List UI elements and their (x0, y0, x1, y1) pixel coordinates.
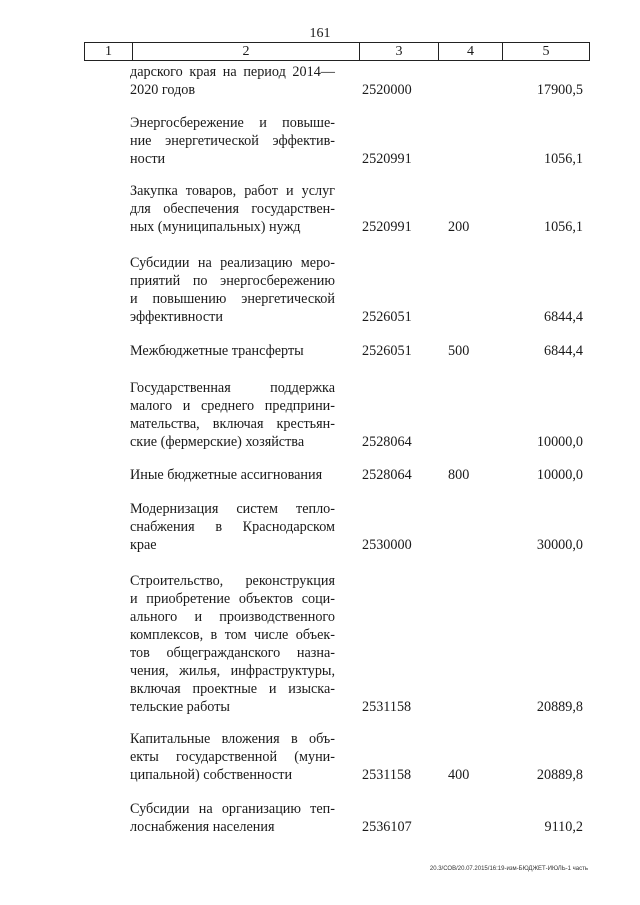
row-description (130, 730, 335, 784)
description-line: Иные бюджетные ассигнования (130, 467, 323, 483)
description-line: ципальной) собственности (130, 767, 293, 783)
description-line: и приобретение объектов соци- (130, 591, 335, 607)
description-line: эффективности (130, 309, 223, 325)
row-amount: 1056,1 (543, 151, 583, 167)
description-line: Межбюджетные трансферты (130, 343, 304, 359)
row-description (130, 800, 335, 836)
description-line: Строительство, реконструкция (130, 573, 335, 589)
row-code: 2536107 (362, 819, 412, 835)
description-line: и повышению энергетической (130, 291, 335, 307)
row-description (130, 254, 335, 326)
description-line: для обеспечения государствен- (130, 201, 335, 217)
row-code: 2531158 (362, 767, 412, 783)
row-code: 2520000 (362, 82, 412, 98)
description-line: ские (фермерские) хозяйства (130, 434, 305, 450)
description-line: приятий по энергосбережению (130, 273, 335, 289)
header-col-2: 2 (132, 43, 359, 60)
row-expense-type: 400 (448, 767, 470, 783)
row-description (130, 63, 335, 99)
description-line: Государственная поддержка (130, 380, 335, 396)
row-code: 2520991 (362, 151, 412, 167)
row-description (130, 466, 335, 484)
description-line: тов общегражданского назна- (130, 645, 335, 661)
row-amount: 20889,8 (536, 767, 583, 783)
row-amount: 6844,4 (543, 343, 583, 359)
row-amount: 10000,0 (536, 434, 583, 450)
description-line: Модернизация систем тепло- (130, 501, 335, 517)
description-line: ных (муниципальных) нужд (130, 219, 301, 235)
row-amount: 20889,8 (536, 699, 583, 715)
header-col-5: 5 (502, 43, 589, 60)
description-line: 2020 годов (130, 82, 196, 98)
description-line: Субсидии на реализацию меро- (130, 255, 335, 271)
description-line: крае (130, 537, 157, 553)
description-line: ального и производственного (130, 609, 335, 625)
description-line: ности (130, 151, 166, 167)
row-amount: 10000,0 (536, 467, 583, 483)
page-number: 161 (309, 26, 331, 41)
description-line: лоснабжения населения (130, 819, 275, 835)
row-code: 2530000 (362, 537, 412, 553)
row-description (130, 114, 335, 168)
row-description (130, 379, 335, 451)
row-amount: 30000,0 (536, 537, 583, 553)
description-line: Капитальные вложения в объ- (130, 731, 335, 747)
row-description (130, 182, 335, 236)
row-code: 2526051 (362, 343, 412, 359)
description-line: екты государственной (муни- (130, 749, 335, 765)
header-col-3: 3 (359, 43, 438, 60)
row-amount: 17900,5 (536, 82, 583, 98)
description-line: ние энергетической эффектив- (130, 133, 335, 149)
row-code: 2531158 (362, 699, 412, 715)
row-code: 2526051 (362, 309, 412, 325)
description-line: Энергосбережение и повыше- (130, 115, 335, 131)
row-amount: 1056,1 (543, 219, 583, 235)
description-line: дарского края на период 2014— (130, 64, 335, 80)
row-expense-type: 500 (448, 343, 470, 359)
row-code: 2528064 (362, 467, 412, 483)
row-expense-type: 200 (448, 219, 470, 235)
header-col-1: 1 (105, 44, 112, 59)
description-line: тельские работы (130, 699, 230, 715)
description-line: малого и среднего предприни- (130, 398, 335, 414)
description-line: Субсидии на организацию теп- (130, 801, 335, 817)
row-code: 2528064 (362, 434, 412, 450)
header-col-4: 4 (438, 43, 502, 60)
description-line: снабжения в Краснодарском (130, 519, 335, 535)
description-line: комплексов, в том числе объек- (130, 627, 335, 643)
description-line: Закупка товаров, работ и услуг (130, 183, 335, 199)
description-line: включая проектные и изыска- (130, 681, 335, 697)
row-code: 2520991 (362, 219, 412, 235)
row-description (130, 500, 335, 554)
footer-note: 20.3/СОВ/20.07.2015/16:19-изм-БЮДЖЕТ-ИЮЛЬ-1 часть (429, 866, 588, 872)
row-description (130, 342, 335, 360)
description-line: чения, жилья, инфраструктуры, (130, 663, 335, 679)
row-amount: 6844,4 (543, 309, 583, 325)
row-amount: 9110,2 (544, 819, 583, 835)
row-description (130, 572, 335, 716)
row-expense-type: 800 (448, 467, 470, 483)
description-line: мательства, включая крестьян- (130, 416, 335, 432)
